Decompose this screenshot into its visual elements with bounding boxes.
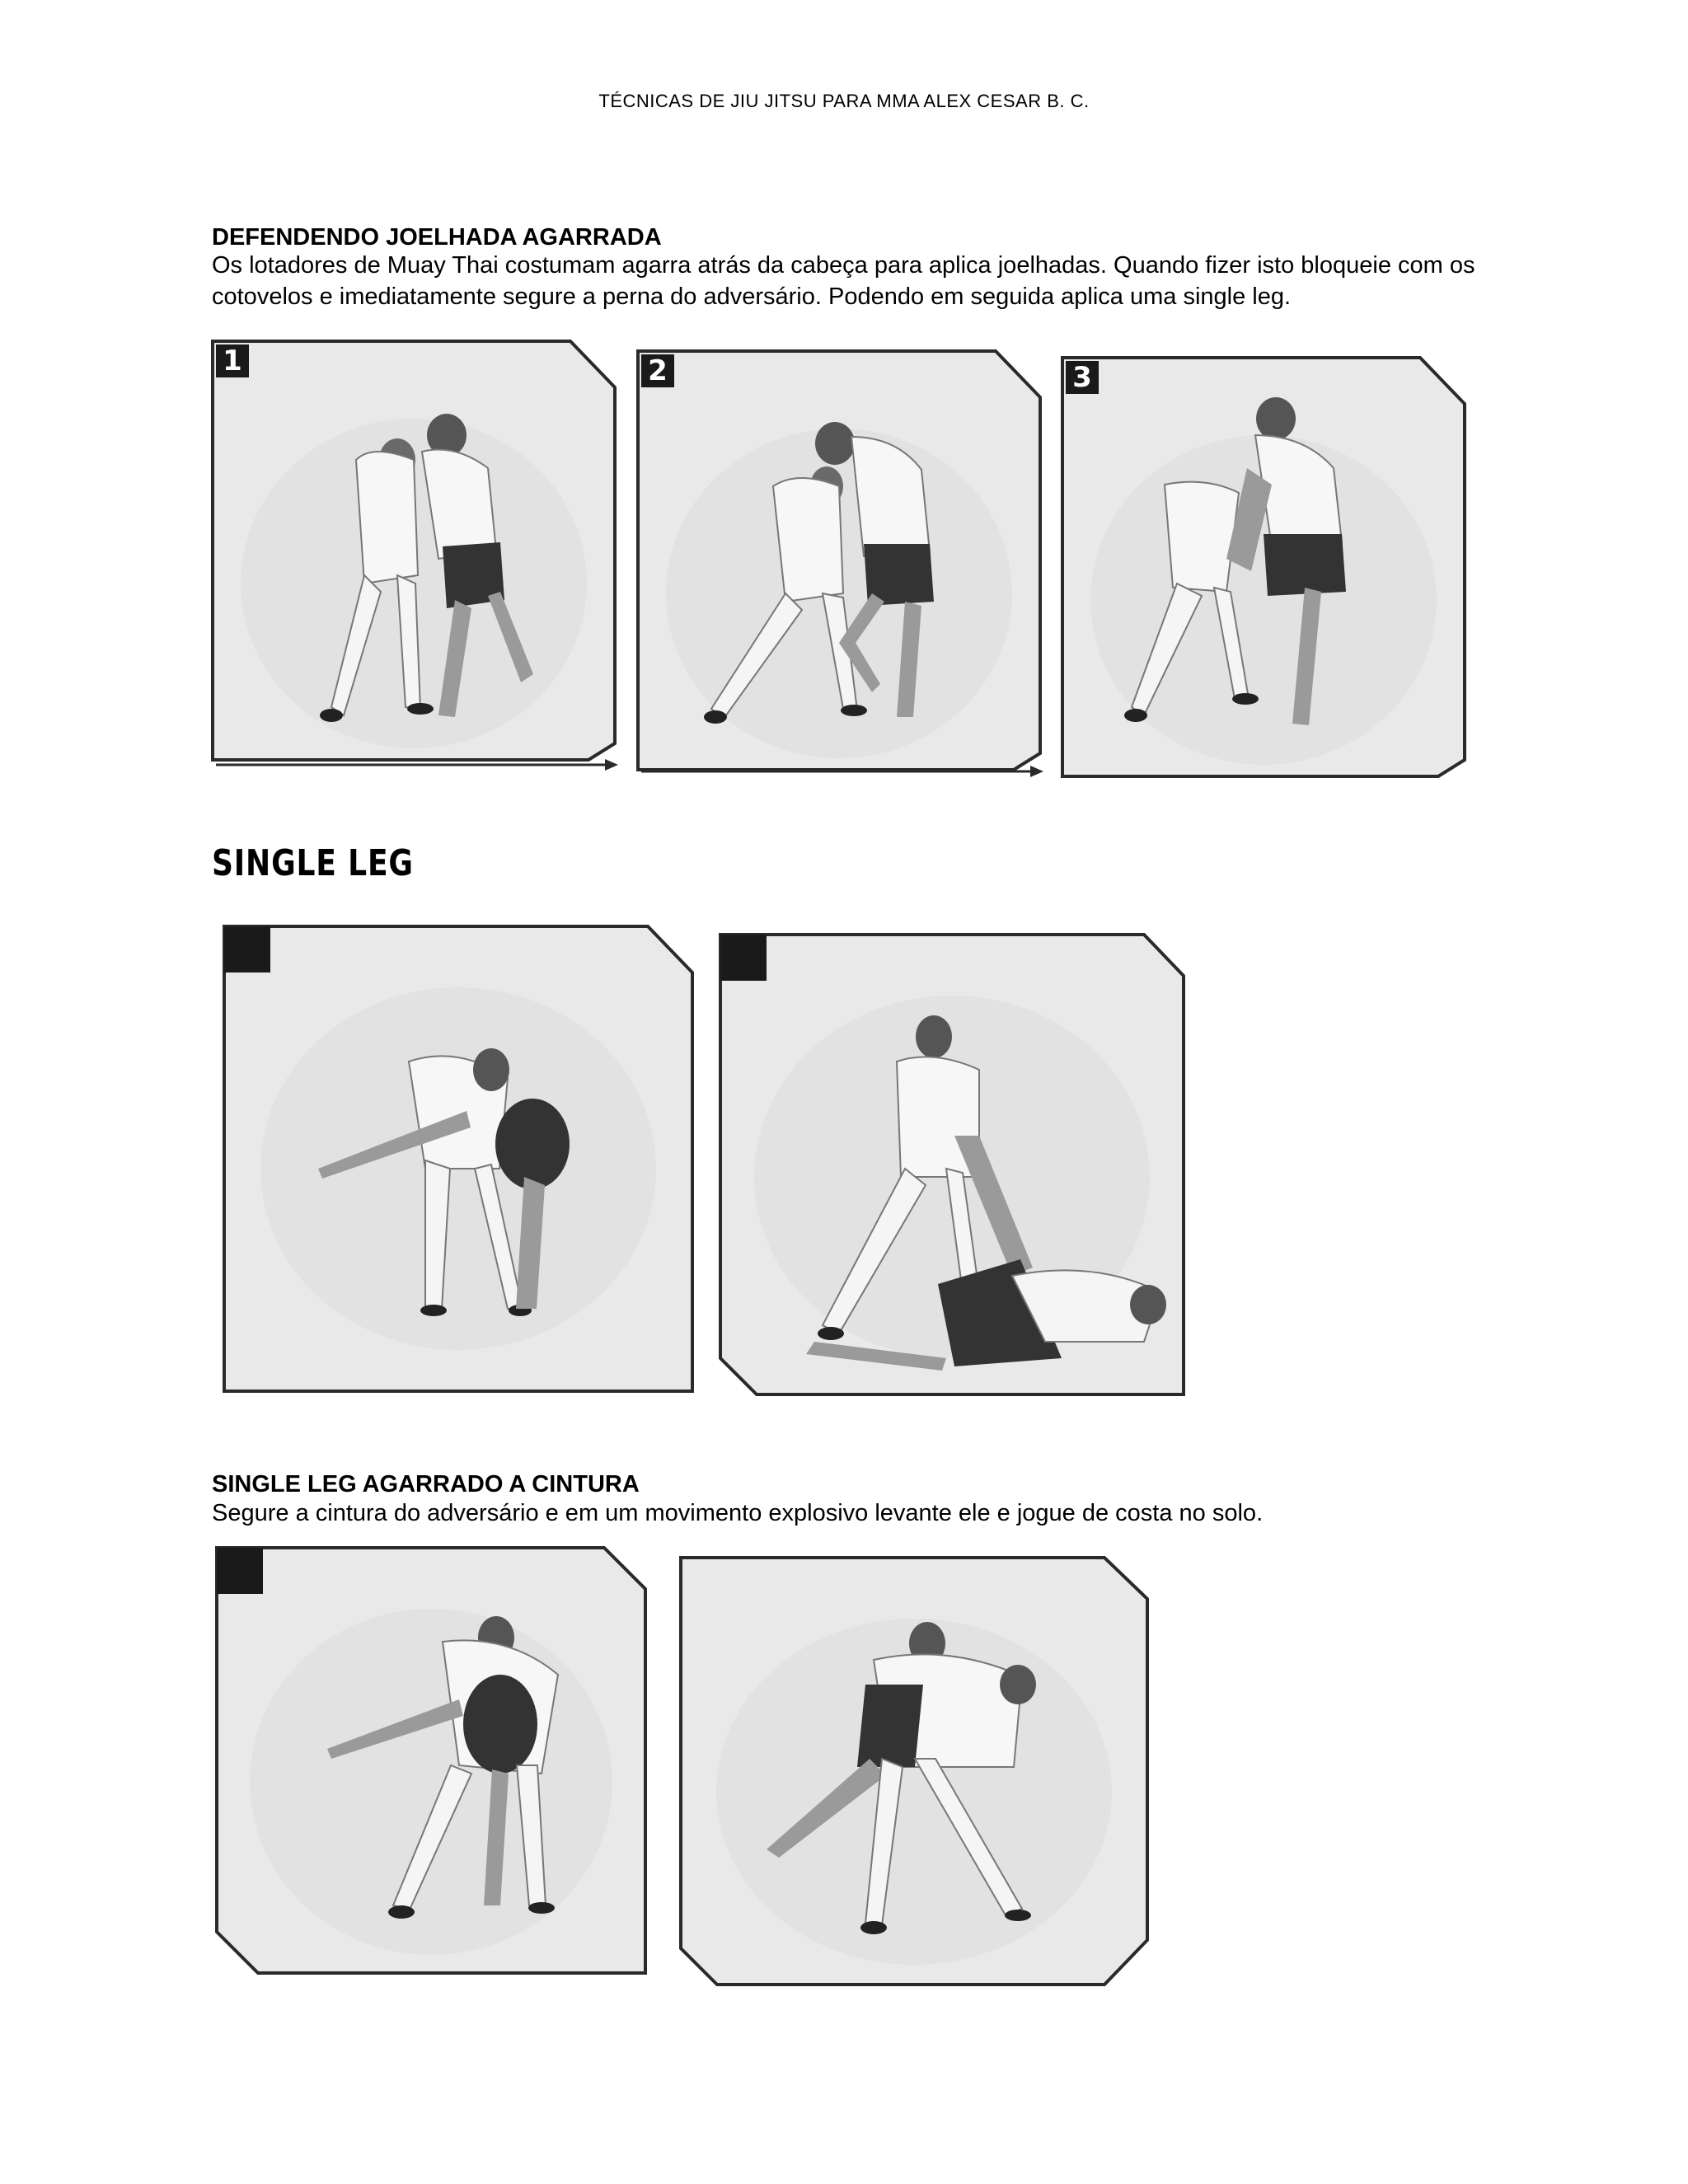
- technique-photo-single-leg-1: [219, 921, 697, 1396]
- section-title-defendendo: DEFENDENDO JOELHADA AGARRADA: [212, 224, 662, 251]
- step-badge-1: 1: [216, 344, 249, 377]
- step-badge-3: 3: [1066, 361, 1099, 394]
- section-body-single-leg-cintura: Segure a cintura do adversário e em um movimento explosivo levante ele e jogue de costa no solo.: [212, 1500, 1264, 1526]
- section-body-defendendo: Os lotadores de Muay Thai costumam agarra atrás da cabeça para aplica joelhadas. Quando fizer isto bloqueie com os cotovelos e imediatamente segure a perna do adversário. Podendo em seguida aplica uma single leg.: [212, 252, 1475, 310]
- section-title-single-leg: SINGLE LEG: [212, 842, 414, 884]
- sequence-arrow-icon: [208, 757, 620, 773]
- running-header: TÉCNICAS DE JIU JITSU PARA MMA ALEX CESAR B. C.: [598, 91, 1090, 111]
- technique-photo-1: [208, 336, 620, 765]
- section-title-single-leg-cintura: SINGLE LEG AGARRADO A CINTURA: [212, 1471, 640, 1497]
- technique-photo-3: [1057, 353, 1470, 781]
- technique-photo-single-leg-2: [715, 930, 1189, 1399]
- sequence-arrow-icon: [633, 763, 1045, 780]
- technique-photo-2: [633, 346, 1045, 775]
- technique-photo-cintura-2: [676, 1553, 1152, 1990]
- technique-photo-cintura-1: [212, 1543, 650, 1978]
- step-badge-2: 2: [641, 354, 674, 387]
